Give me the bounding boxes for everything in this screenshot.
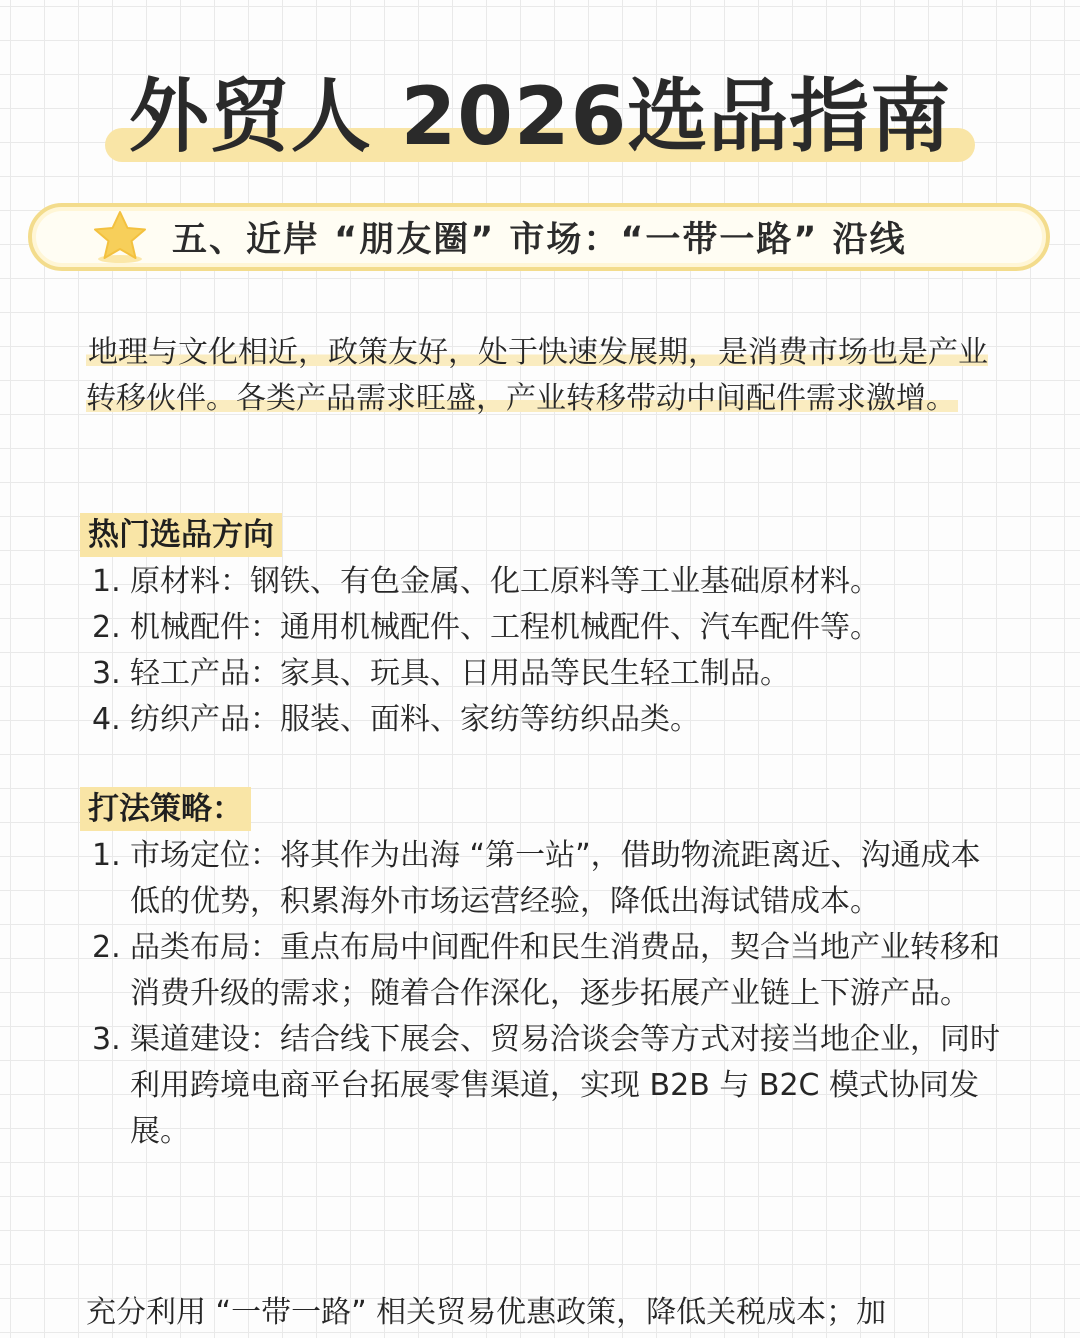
section-banner — [28, 203, 1050, 271]
list-item-number: 1. — [92, 564, 121, 599]
list-item-text: 品类布局：重点布局中间配件和民生消费品，契合当地产业转移和消费升级的需求；随着合作深化，逐步拓展产业链上下游产品。 — [130, 930, 1000, 1011]
hot-products-list — [92, 559, 1002, 743]
list-item — [92, 651, 1002, 697]
list-item-number: 3. — [92, 1022, 121, 1057]
list-item-text: 渠道建设：结合线下展会、贸易洽谈会等方式对接当地企业，同时利用跨境电商平台拓展零售渠道，实现 B2B 与 B2C 模式协同发展。 — [130, 1022, 1000, 1149]
intro-text: 地理与文化相近，政策友好，处于快速发展期，是消费市场也是产业转移伙伴。各类产品需求旺盛，产业转移带动中间配件需求激增。 — [86, 335, 988, 416]
list-item-text: 机械配件：通用机械配件、工程机械配件、汽车配件等。 — [130, 610, 880, 645]
list-item-text: 轻工产品：家具、玩具、日用品等民生轻工制品。 — [130, 656, 790, 691]
list-item — [92, 1017, 1002, 1155]
list-item — [92, 697, 1002, 743]
page-title: 外贸人 2026选品指南 — [111, 62, 970, 172]
title-wrap — [0, 62, 1080, 172]
list-item-text: 原材料：钢铁、有色金属、化工原料等工业基础原材料。 — [130, 564, 880, 599]
section-banner-text: 五、近岸 “朋友圈” 市场：“一带一路” 沿线 — [172, 220, 907, 260]
star-icon — [88, 209, 152, 265]
strategy-list — [92, 833, 1002, 1155]
list-item-number: 2. — [92, 610, 121, 645]
list-item — [92, 559, 1002, 605]
outro-paragraph: 充分利用 “一带一路” 相关贸易优惠政策，降低关税成本；加 — [86, 1295, 887, 1330]
list-item-number: 1. — [92, 838, 121, 873]
list-item — [92, 605, 1002, 651]
list-item-text: 市场定位：将其作为出海 “第一站”，借助物流距离近、沟通成本低的优势，积累海外市场运营经验，降低出海试错成本。 — [130, 838, 981, 919]
hot-products-heading: 热门选品方向 — [80, 513, 282, 557]
list-item-number: 3. — [92, 656, 121, 691]
list-item — [92, 833, 1002, 925]
intro-paragraph — [86, 330, 998, 422]
list-item-text: 纺织产品：服装、面料、家纺等纺织品类。 — [130, 702, 700, 737]
list-item — [92, 925, 1002, 1017]
list-item-number: 4. — [92, 702, 121, 737]
list-item-number: 2. — [92, 930, 121, 965]
strategy-heading: 打法策略： — [80, 787, 251, 831]
